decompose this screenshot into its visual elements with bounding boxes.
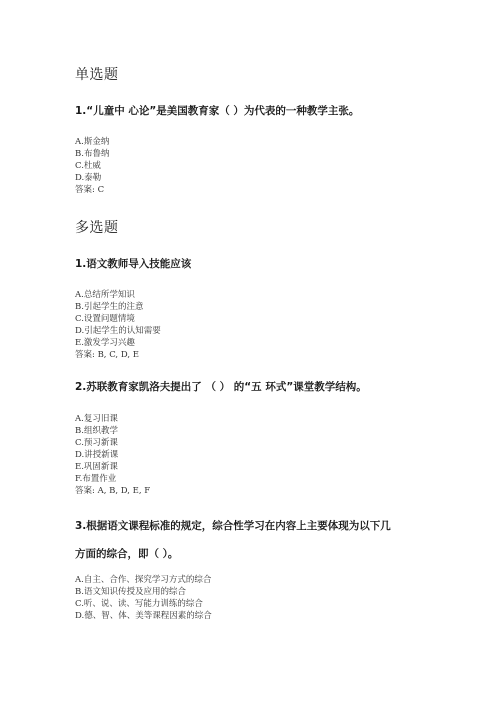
- option: A.复习旧课: [75, 414, 118, 424]
- option: D.泰勒: [75, 173, 102, 183]
- answer: 答案: B, C, D, E: [75, 350, 139, 360]
- option: B.语文知识传授及应用的综合: [75, 587, 186, 597]
- option: F.布置作业: [75, 474, 117, 484]
- question-title: 2.苏联教育家凯洛夫提出了 （ ） 的“五 环式”课堂教学结构。: [75, 381, 367, 393]
- question-title-line2: 方面的综合，即（ ）。: [75, 548, 179, 560]
- option: A.自主、合作、探究学习方式的综合: [75, 575, 212, 585]
- option: A.斯金纳: [75, 137, 110, 147]
- option: B.引起学生的注意: [75, 302, 144, 312]
- option: D.讲授新课: [75, 450, 119, 460]
- option: C.杜威: [75, 161, 101, 171]
- question-title: 1.语文教师导入技能应该: [75, 258, 192, 270]
- option: A.总结所学知识: [75, 290, 135, 300]
- option: C.预习新课: [75, 438, 118, 448]
- option: E.激发学习兴趣: [75, 338, 135, 348]
- section-title-single: 单选题: [75, 67, 119, 83]
- option: C.听、说、读、写能力训练的综合: [75, 599, 203, 609]
- answer: 答案: C: [75, 185, 105, 195]
- option: D.引起学生的认知需要: [75, 326, 161, 336]
- option: C.设置问题情境: [75, 314, 135, 324]
- answer: 答案: A, B, D, E, F: [75, 486, 151, 496]
- option: E.巩固新课: [75, 462, 118, 472]
- question-title: 1.“儿童中 心论”是美国教育家（ ）为代表的一种教学主张。: [75, 105, 360, 117]
- option: B.布鲁纳: [75, 149, 110, 159]
- section-title-multi: 多选题: [75, 220, 119, 236]
- question-title-line1: 3.根据语文课程标准的规定，综合性学习在内容上主要体现为以下几: [75, 520, 391, 532]
- option: D.德、智、体、美等课程因素的综合: [75, 611, 212, 621]
- option: B.组织教学: [75, 426, 118, 436]
